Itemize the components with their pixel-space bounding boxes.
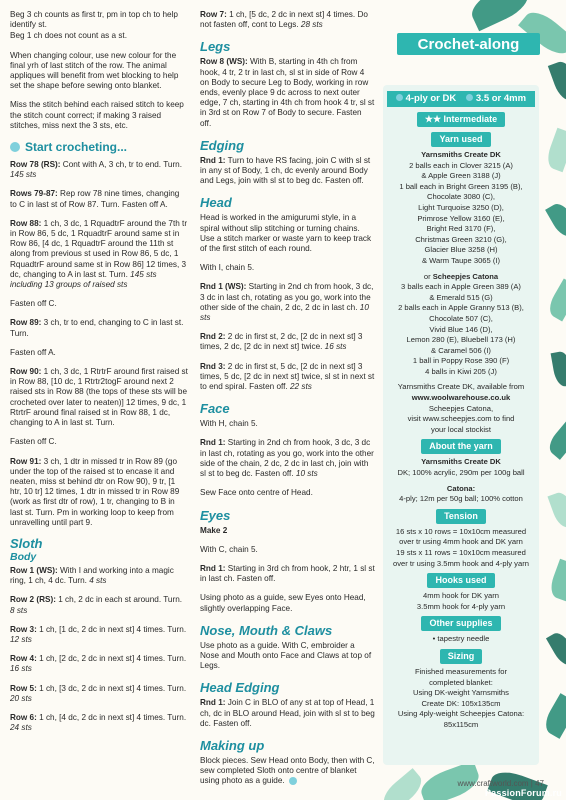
head-intro: Head is worked in the amigurumi style, in a spiral without slip stitching or turning chains. Use a stitch marker or waste yarn to keep track of the first stitch of each round. xyxy=(200,213,372,254)
row-label: Rnd 1: xyxy=(200,563,226,573)
row-label: Rnd 2: xyxy=(200,332,226,342)
sizing-heading: Sizing xyxy=(440,649,483,664)
pattern-row xyxy=(200,282,375,323)
pattern-row xyxy=(10,189,188,209)
pattern-row xyxy=(200,564,375,584)
info-line: 3 balls each in Apple Green 389 (A) xyxy=(401,282,521,292)
pattern-rows xyxy=(200,282,375,392)
intro-paragraph: Miss the stitch behind each raised stitch to keep the stitch count correct; if making 3 raised stitches, miss next the 3 sts, etc. xyxy=(10,100,184,130)
intro-paragraph: Beg 3 ch counts as first tr, pm in top ch to help identify st. xyxy=(10,10,178,30)
end-dot-icon xyxy=(289,777,297,785)
info-line: Finished measurements for xyxy=(414,666,507,676)
tension-heading: Tension xyxy=(436,509,486,524)
yarn-list xyxy=(389,282,533,376)
hooks-heading: Hooks used xyxy=(427,573,494,588)
stitch-count: 28 sts xyxy=(298,20,323,30)
info-line: 2 balls each in Clover 3215 (A) xyxy=(409,160,513,170)
pattern-row xyxy=(10,299,188,309)
section-heading-body: Body xyxy=(10,550,37,563)
pattern-rows xyxy=(10,566,188,733)
pattern-row xyxy=(10,684,188,704)
section-heading-head: Head xyxy=(200,195,232,211)
face-sew: Sew Face onto centre of Head. xyxy=(200,488,313,498)
info-line: & Apple Green 3188 (J) xyxy=(421,171,501,181)
row-label: Row 7: xyxy=(200,10,227,19)
pattern-row xyxy=(200,10,375,30)
info-line: 2 balls each in Apple Granny 513 (B), xyxy=(398,303,524,313)
stitch-count: 22 sts xyxy=(287,382,312,392)
intro-paragraph: Beg 1 ch does not count as a st. xyxy=(10,31,127,41)
intro-paragraph: When changing colour, use new colour for the final yrh of last stitch of the row. The animal appliques will benefit from wet blocking to help set the shape before sewing onto blanket. xyxy=(10,50,179,91)
nose-text: Use photo as a guide. With C, embroider a Nose and Mouth onto Face and Claws at top of Legs. xyxy=(200,640,372,671)
section-heading-nose: Nose, Mouth & Claws xyxy=(200,622,333,638)
stitch-count: 12 sts xyxy=(10,634,32,644)
section-heading-edging: Edging xyxy=(200,137,245,153)
info-line: 85x115cm xyxy=(443,719,479,729)
info-line: 1 ball in Poppy Rose 390 (F) xyxy=(412,356,510,366)
info-line: visit www.scheepjes.com to find xyxy=(407,414,515,424)
row-text: Fasten off C. xyxy=(10,299,57,309)
section-heading-face: Face xyxy=(200,401,230,417)
other-supplies-info xyxy=(389,634,533,644)
row-text: With I and working into a magic ring, 1 ch, 4 dc. Turn. xyxy=(10,565,174,586)
tension-info xyxy=(389,527,533,568)
row-text: 1 ch, [4 dc, 2 dc in next st] 4 times. Turn. xyxy=(36,712,187,722)
info-line: & Caramel 506 (I) xyxy=(431,345,491,355)
pattern-row xyxy=(200,698,375,729)
info-line: Using 4ply-weight Scheepjes Catona: xyxy=(397,709,525,719)
pattern-row xyxy=(200,438,375,479)
info-line: over tr using 4mm hook and DK yarn xyxy=(399,537,523,547)
pattern-row xyxy=(10,713,188,733)
pattern-row xyxy=(10,566,188,586)
face-with: With H, chain 5. xyxy=(200,419,258,429)
weight-hook-bar xyxy=(387,91,535,107)
head-with: With I, chain 5. xyxy=(200,263,255,273)
pattern-row xyxy=(200,57,375,128)
row-text: Turn to have RS facing, join C with sl st in any st of Body, 1 ch, dc evenly around Body and Legs, join with sl st to beg dc. Fasten off. xyxy=(200,155,371,186)
pattern-rows xyxy=(200,156,375,187)
row-text: 1 ch, 3 dc, 1 RtrtrF around first raised st in Row 88, [10 dc, 1 Rtrtr2togF around next 2 raised sts in Row 88 (the tops of these sts will be crocheted over later to neaten)] 12 times, 9 dc, 1 RtrtrF around final raised st in Row 88, 1 dc, changing to A in last st. Turn. xyxy=(10,367,188,428)
info-line: your local stockist xyxy=(431,424,491,434)
about-cat-text: 4-ply; 12m per 50g ball; 100% cotton xyxy=(399,494,523,504)
stitch-count: 10 sts xyxy=(293,469,318,479)
pattern-row xyxy=(10,457,188,528)
pattern-row xyxy=(10,219,188,290)
pattern-row xyxy=(10,318,188,338)
stitch-count: 145 sts xyxy=(10,170,37,180)
pattern-rows xyxy=(200,438,375,479)
info-line: Lemon 280 (E), Bluebell 173 (H) xyxy=(406,335,516,345)
about-dk-text: DK; 100% acrylic, 290m per 100g ball xyxy=(397,468,525,478)
info-line: Vivid Blue 146 (D), xyxy=(429,324,493,334)
info-line: 19 sts x 11 rows = 10x10cm measured xyxy=(396,548,526,557)
row-label: Row 6: xyxy=(10,712,37,722)
stockist-info xyxy=(389,382,533,434)
info-line: 4 balls in Kiwi 205 (J) xyxy=(425,366,497,376)
row-text: Starting in 3rd ch from hook, 2 htr, 1 sl st in last ch. Fasten off. xyxy=(200,563,375,584)
weight-label: 4-ply or DK xyxy=(396,93,456,105)
pattern-row xyxy=(10,625,188,645)
info-line: 3.5mm hook for 4-ply yarn xyxy=(416,601,506,611)
info-line: 16 sts x 10 rows = 10x10cm measured xyxy=(395,526,527,536)
info-line: Bright Red 3170 (F), xyxy=(426,224,496,234)
info-line: • tapestry needle xyxy=(432,634,490,644)
row-text: Fasten off A. xyxy=(10,347,56,357)
skill-level-badge: ★★ Intermediate xyxy=(417,112,505,127)
pattern-row xyxy=(10,595,188,615)
stitch-count: 4 sts xyxy=(86,576,107,586)
pattern-rows xyxy=(10,160,188,528)
dot-icon xyxy=(10,142,20,152)
pattern-row xyxy=(200,362,375,393)
eyes-note: Using photo as a guide, sew Eyes onto Head, slightly overlapping Face. xyxy=(200,593,366,613)
pattern-row xyxy=(200,156,375,187)
about-yarn-heading: About the yarn xyxy=(421,439,501,454)
info-line: completed blanket: xyxy=(429,677,493,687)
row-label: Rnd 3: xyxy=(200,361,226,371)
about-dk-brand: Yarnsmiths Create DK xyxy=(421,457,501,467)
info-line: Light Turquoise 3250 (D), xyxy=(418,202,504,212)
pattern-rows xyxy=(200,698,375,729)
info-line: Christmas Green 3210 (G), xyxy=(415,234,507,244)
info-line: www.woolwarehouse.co.uk xyxy=(411,393,511,403)
pattern-row xyxy=(10,654,188,674)
sizing-info xyxy=(389,667,533,730)
watermark: PassionForum.ru xyxy=(484,788,562,798)
row-text: Starting in 2nd ch from hook, 3 dc, 3 dc in last ch, rotating as you go, work into the other side of the chain, 2 dc, 2 dc in last ch. xyxy=(200,282,374,312)
row-text: Join C in BLO of any st at top of Head, 1 ch, dc in BLO around Head, join with sl st to beg dc. Fasten off. xyxy=(200,698,375,728)
info-line: 4mm hook for DK yarn xyxy=(423,591,499,601)
row-text: Rep row 78 nine times, changing to C in last st of Row 87. Turn. Fasten off A. xyxy=(10,189,180,209)
info-line: & Emerald 515 (G) xyxy=(429,292,493,302)
other-supplies-heading: Other supplies xyxy=(421,616,500,631)
row-text: 1 ch, 3 dc, 1 RquadtrF around the 7th tr in Row 86, 5 dc, 1 RquadtrF around same st in Row 86, [4 dc, 1 RquadtrF around the 11th st along from previous st used in Row 86, 5 dc, 1 RquadtrF around same st in Row 86] 12 times, 3 dc, changing to A in last st. Turn. xyxy=(10,218,188,279)
row-text: 1 ch, [2 dc, 2 dc in next st] 4 times. Turn. xyxy=(36,654,187,664)
row-text: Cont with A, 3 ch, tr to end. Turn. xyxy=(60,160,183,170)
pattern-row xyxy=(10,160,188,180)
stitch-count: 16 sts xyxy=(322,342,347,352)
section-heading-eyes: Eyes xyxy=(200,507,231,523)
row-label: Row 78 (RS): xyxy=(10,160,61,170)
about-cat-brand: Catona: xyxy=(446,483,476,493)
stitch-count: 20 sts xyxy=(10,693,32,703)
row-label: Rnd 1: xyxy=(200,155,226,165)
row-text: 3 ch, tr to end, changing to C in last st. Turn. xyxy=(10,318,184,338)
info-line: Glacier Blue 3258 (H) xyxy=(424,245,498,255)
row-label: Rnd 1 (WS): xyxy=(200,282,247,292)
row-text: 2 dc in first st, 2 dc, [2 dc in next st] 3 times, 2 dc, [2 dc in next st] twice. xyxy=(200,332,363,352)
row-label: Row 8 (WS): xyxy=(200,57,248,67)
row-label: Row 91: xyxy=(10,456,42,466)
yarn-list xyxy=(389,161,533,266)
stitch-count: 145 sts including 13 groups of raised sts xyxy=(10,269,157,290)
info-line: 1 ball each in Bright Green 3195 (B), xyxy=(399,181,523,191)
stitch-count: 10 sts xyxy=(200,302,369,323)
stitch-count: 16 sts xyxy=(10,664,32,674)
row-label: Row 2 (RS): xyxy=(10,595,56,605)
row-text: 1 ch, [1 dc, 2 dc in next st] 4 times. Turn. xyxy=(36,624,187,634)
hooks-info xyxy=(389,591,533,611)
pattern-row xyxy=(10,437,188,447)
section-heading-sloth: Sloth xyxy=(10,535,43,551)
row-label: Row 89: xyxy=(10,318,42,328)
crochet-along-banner: Crochet-along xyxy=(397,33,540,55)
row-label: Row 90: xyxy=(10,367,42,377)
info-line: Scheepjes Catona, xyxy=(428,403,494,413)
row-label: Row 4: xyxy=(10,654,37,664)
section-heading-making-up: Making up xyxy=(200,737,265,753)
row-text: 1 ch, 2 dc in each st around. Turn. xyxy=(55,595,183,605)
pattern-rows xyxy=(200,564,375,584)
row-label: Row 3: xyxy=(10,624,37,634)
row-text: 3 ch, 1 dtr in missed tr in Row 89 (go under the top of the raised st to encase it and neaten, miss st behind dtr on Row 90), 9 tr, [1 htr, 10 tr] 12 times, 1 dtr in missed tr in Row 89 (work as first dtr of row), 1 tr, changing to B in last st. Turn. Pm in working loop to keep from unravelling until part 9. xyxy=(10,456,180,527)
pattern-rows xyxy=(200,57,375,128)
pattern-rows xyxy=(200,10,375,30)
row-label: Row 88: xyxy=(10,218,42,228)
row-label: Row 5: xyxy=(10,683,37,693)
info-line: Yarnsmiths Create DK, available from xyxy=(397,382,525,392)
eyes-make: Make 2 xyxy=(200,525,228,535)
page-footer: www.craftworld.com | 47 xyxy=(457,779,544,788)
column-2 xyxy=(200,10,375,796)
yarn-alt: or Scheepjes Catona xyxy=(423,271,499,281)
dot-icon xyxy=(466,94,473,101)
row-text: Fasten off C. xyxy=(10,437,57,447)
info-line: & Warm Taupe 3065 (I) xyxy=(421,255,501,265)
row-text: Starting in 2nd ch from hook, 3 dc, 3 dc in last ch, rotating as you go, work into the other side of the chain, 2 dc, 2 dc in last ch, join with sl st to beg dc. Fasten off. xyxy=(200,438,374,479)
yarn-brand: Yarnsmiths Create DK xyxy=(421,150,501,159)
row-label: Rows 79-87: xyxy=(10,189,58,199)
info-line: Primrose Yellow 3160 (E), xyxy=(417,213,505,223)
row-text: With B, starting in 4th ch from hook, 4 tr, 2 tr in last ch, sl st in side of Row 4 on Body to secure Leg to Body, working in row ends, evenly place 9 dc across to next outer edge, 7 ch, starting in 4th ch from hook 4 tr, sl st in 3rd st on Row 7 of Body to secure. Fasten off. xyxy=(200,57,375,128)
start-heading: Start crocheting... xyxy=(10,140,188,154)
row-text: 1 ch, [5 dc, 2 dc in next st] 4 times. Do not fasten off, cont to Legs. xyxy=(200,10,368,30)
info-line: Create DK: 105x135cm xyxy=(421,698,501,708)
stitch-count: 8 sts xyxy=(10,605,28,615)
row-text: 1 ch, [3 dc, 2 dc in next st] 4 times. Turn. xyxy=(36,683,187,693)
row-label: Rnd 1: xyxy=(200,438,226,448)
row-label: Row 1 (WS): xyxy=(10,565,58,575)
pattern-row xyxy=(10,367,188,428)
section-heading-legs: Legs xyxy=(200,39,231,55)
dot-icon xyxy=(396,94,403,101)
row-text: 2 dc in first st, 5 dc, [2 dc in next st] 3 times, 5 dc, [2 dc in next st] twice, sl st in next st to end spiral. Fasten off. xyxy=(200,361,375,392)
column-1 xyxy=(10,10,188,742)
eyes-with: With C, chain 5. xyxy=(200,544,258,554)
stitch-count: 24 sts xyxy=(10,723,32,733)
hook-size-label: 3.5 or 4mm xyxy=(466,93,526,105)
info-line: Chocolate 507 (C), xyxy=(429,313,493,323)
info-line: over tr using 3.5mm hook and 4-ply yarn xyxy=(393,558,529,568)
yarn-used-heading: Yarn used xyxy=(431,132,490,147)
info-line: Using DK-weight Yarnsmiths xyxy=(413,688,509,698)
pattern-row xyxy=(200,332,375,352)
row-label: Rnd 1: xyxy=(200,698,226,708)
info-line: Chocolate 3080 (C), xyxy=(427,192,495,202)
makeup-text: Block pieces. Sew Head onto Body, then with C, sew completed Sloth onto centre of blanket using photo as a guide. xyxy=(200,755,375,786)
yarn-info-sidebar xyxy=(383,85,539,765)
pattern-row xyxy=(10,348,188,358)
section-heading-head-edging: Head Edging xyxy=(200,680,280,696)
